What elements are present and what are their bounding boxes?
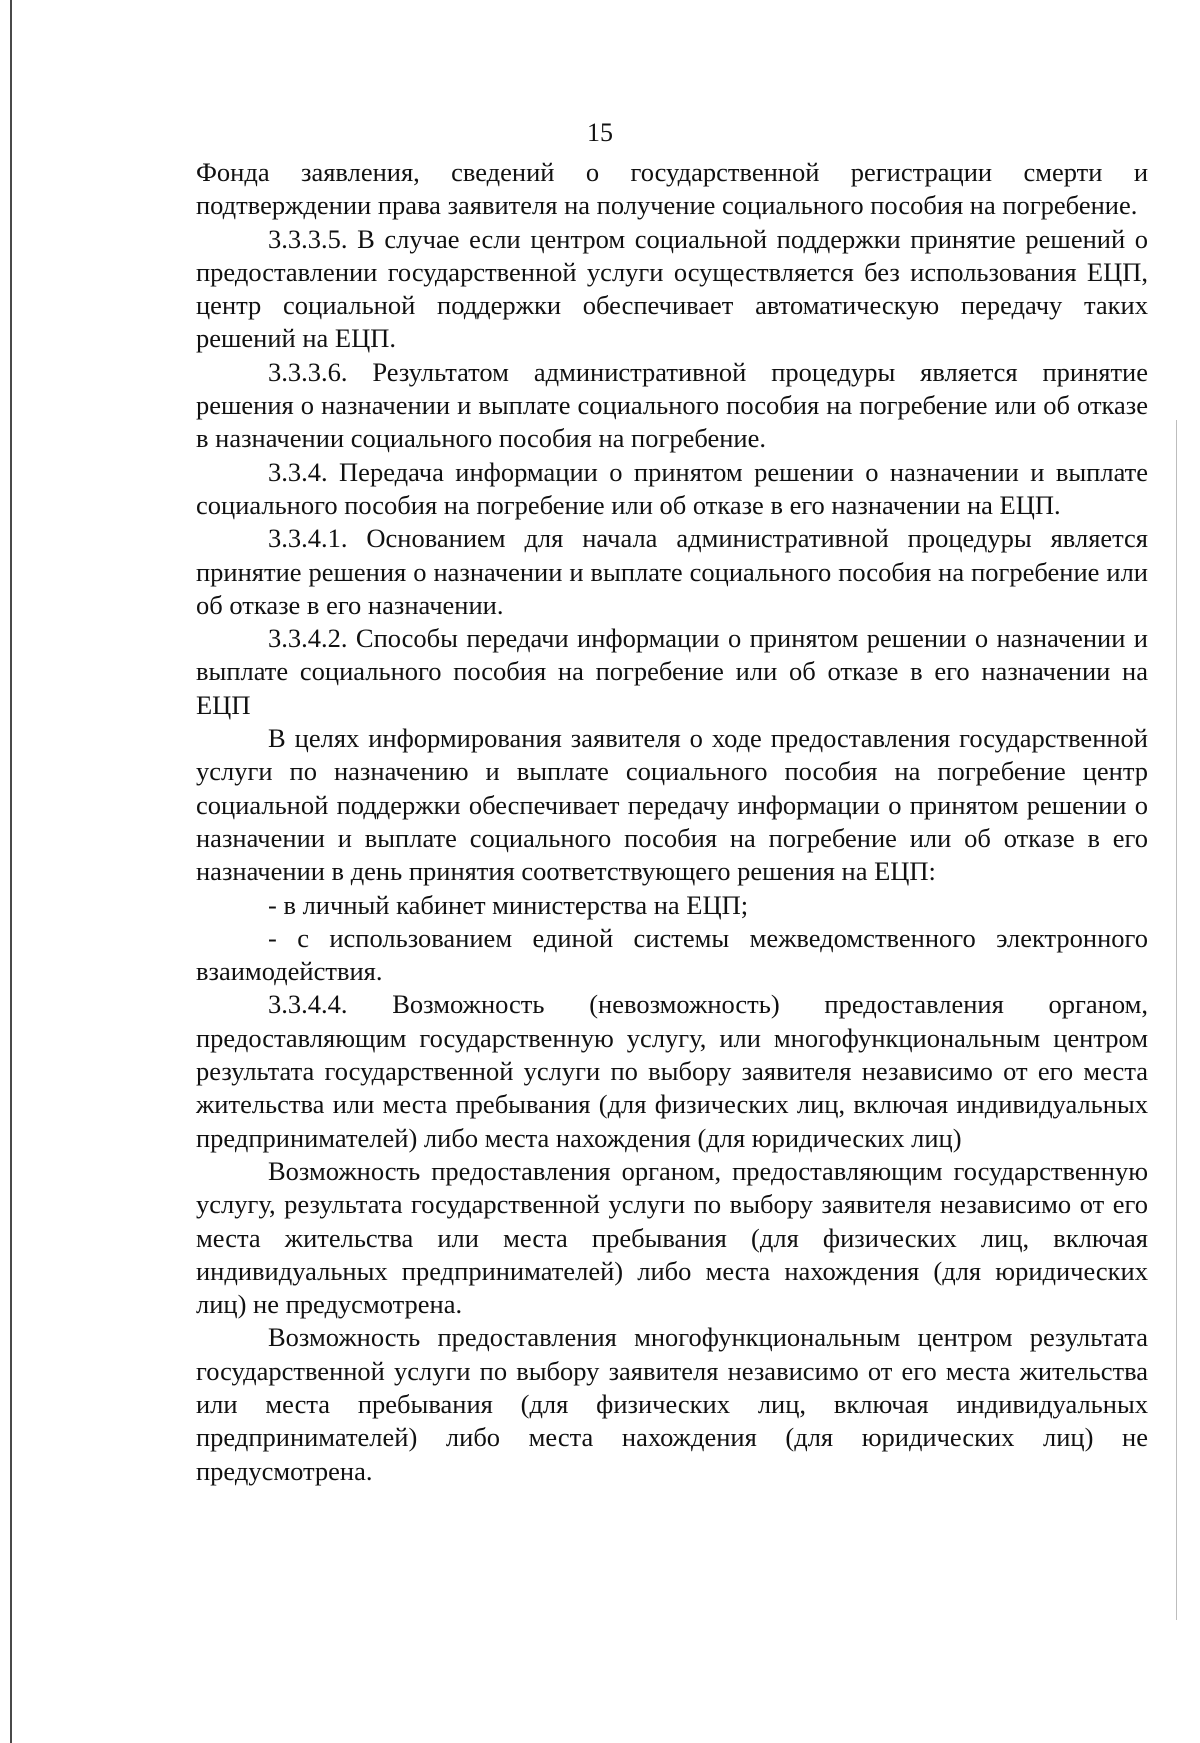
paragraph-3-3-3-6: 3.3.3.6. Результатом административной процедуры является принятие решения о назначении и выплате социального пособия на погребение или об отказе в назначении социального пособия на погребение. xyxy=(196,356,1148,454)
paragraph-3-3-4-2: 3.3.4.2. Способы передачи информации о принятом решении о назначении и выплате социального пособия на погребение или об отказе в его назначении на ЕЦП xyxy=(196,623,1148,720)
list-item-personal-cabinet: - в личный кабинет министерства на ЕЦП; xyxy=(268,889,749,920)
paragraph-informing: В целях информирования заявителя о ходе предоставления государственной услуги по назначению и выплате социального пособия на погребение центр социальной поддержки обеспечивает передачу информации о принятом решении о назначении и выплате социального пособия на погребение или об отказе в его назначении в день принятия соответствующего решения на ЕЦП: xyxy=(196,723,1148,887)
scan-edge-right xyxy=(1176,420,1177,1620)
paragraph-3-3-4-1: 3.3.4.1. Основанием для начала административной процедуры является принятие решения о назначении и выплате социального пособия на погребение или об отказе в его назначении. xyxy=(196,523,1148,620)
paragraph-organ-possibility: Возможность предоставления органом, предоставляющим государственную услугу, результата государственной услуги по выбору заявителя независимо от его места жительства или места пребывания (для физических лиц, включая индивидуальных предпринимателей) либо места нахождения (для юридических лиц) не предусмотрена. xyxy=(196,1155,1148,1320)
page-number: 15 xyxy=(587,118,613,147)
paragraph-mfc-possibility: Возможность предоставления многофункциональным центром результата государственной услуги по выбору заявителя независимо от его места жительства или места пребывания (для физических лиц, включая индивидуальных предпринимателей) либо места нахождения (для юридических лиц) не предусмотрена. xyxy=(196,1322,1148,1486)
paragraph-3-3-4: 3.3.4. Передача информации о принятом решении о назначении и выплате социального пособия на погребение или об отказе в его назначении на ЕЦП. xyxy=(196,456,1148,520)
paragraph-3-3-3-5: 3.3.3.5. В случае если центром социальной поддержки принятие решений о предоставлении государственной услуги осуществляется без использования ЕЦП, центр социальной поддержки обеспечивает автоматическую передачу таких решений на ЕЦП. xyxy=(196,223,1148,354)
paragraph-continuation: Фонда заявления, сведений о государственной регистрации смерти и подтверждении права заявителя на получение социального пособия на погребение. xyxy=(196,157,1148,221)
list-item-interagency-system: - с использованием единой системы межведомственного электронного взаимодействия. xyxy=(196,922,1148,987)
scan-edge-left xyxy=(10,0,12,1743)
paragraph-3-3-4-4: 3.3.4.4. Возможность (невозможность) предоставления органом, предоставляющим государственную услугу, или многофункциональным центром результата государственной услуги по выбору заявителя независимо от его места жительства или места пребывания (для физических лиц, включая индивидуальных предпринимателей) либо места нахождения (для юридических лиц) xyxy=(196,989,1148,1153)
document-body xyxy=(196,156,1148,1488)
